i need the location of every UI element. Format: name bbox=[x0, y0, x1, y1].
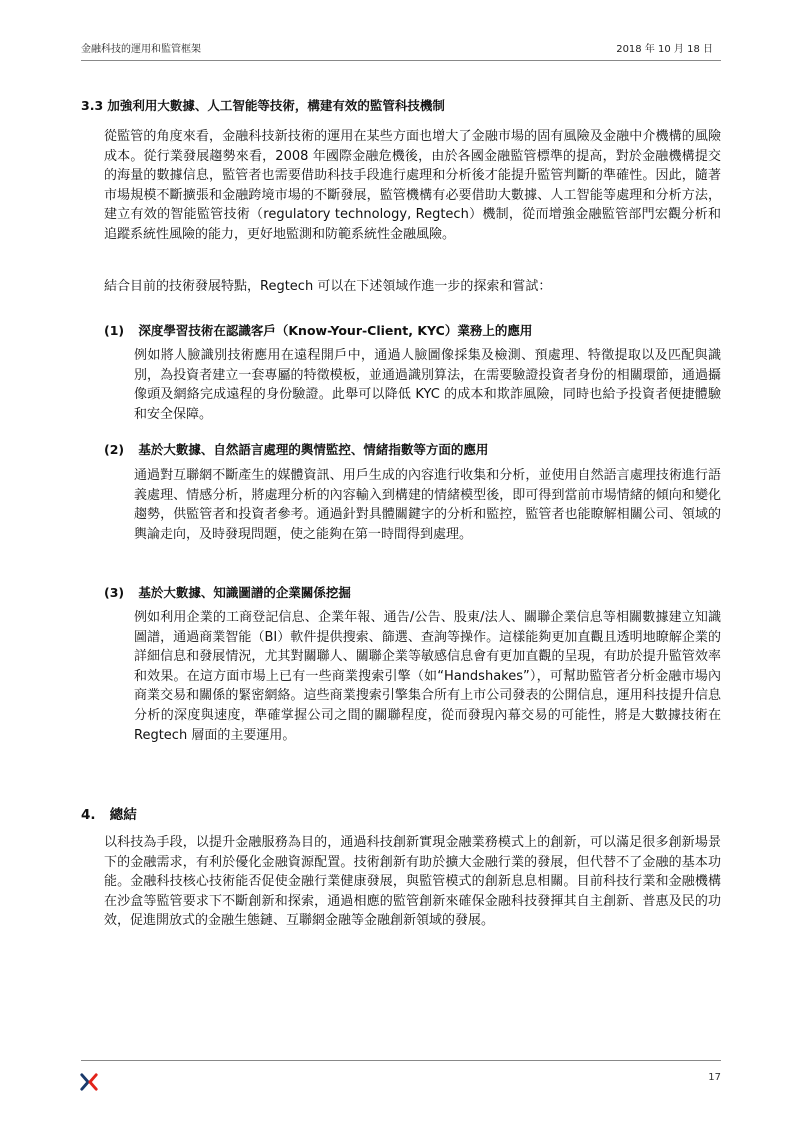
section-heading bbox=[81, 96, 721, 114]
header-rule bbox=[81, 60, 721, 61]
hkex-logo-icon bbox=[80, 1073, 98, 1091]
subsection-title: 深度學習技術在認識客戶（Know-Your-Client, KYC）業務上的應用 bbox=[138, 323, 533, 338]
subsection-paragraph-2: 通過對互聯網不斷產生的媒體資訊、用戶生成的內容進行收集和分析，並使用自然語言處理技術進行語義處理、情感分析，將處理分析的內容輸入到構建的情緒模型後，即可得到當前市場情緒的傾向和變化趨勢，供監管者和投資者參考。通過針對具體關鍵字的分析和監控，監管者也能瞭解相關公司、領域的輿論走向，及時發現問題，使之能夠在第一時間得到處理。 bbox=[134, 468, 721, 542]
footer-rule bbox=[81, 1060, 721, 1061]
conclusion-number: 4. bbox=[81, 807, 96, 823]
conclusion-paragraph: 以科技為手段，以提升金融服務為目的，通過科技創新實現金融業務模式上的創新，可以滿足很多創新場景下的金融需求，有利於優化金融資源配置。技術創新有助於擴大金融行業的發展，但代替不了金融的基本功能。金融科技核心技術能否促使金融行業健康發展，與監管模式的創新息息相關。目前科技行業和金融機構在沙盒等監管要求下不斷創新和探索，通過相應的監管創新來確保金融科技發揮其自主創新、普惠及民的功效，促進開放式的金融生態鏈、互聯網金融等金融創新領域的發展。 bbox=[104, 835, 721, 929]
conclusion-title: 總結 bbox=[109, 807, 137, 823]
subsection-number: (1) bbox=[104, 323, 125, 338]
page-number: 17 bbox=[708, 1072, 721, 1083]
section-title: 加強利用大數據、人工智能等技術，構建有效的監管科技機制 bbox=[107, 98, 445, 113]
section-number: 3.3 bbox=[81, 98, 104, 113]
subsection-title: 基於大數據、自然語言處理的輿情監控、情緒指數等方面的應用 bbox=[138, 442, 489, 457]
subsection-heading-3 bbox=[104, 583, 721, 601]
running-header-title: 金融科技的運用和監管框架 bbox=[81, 44, 201, 55]
conclusion-heading bbox=[81, 803, 137, 823]
subsection-number: (3) bbox=[104, 585, 125, 600]
subsection-heading-1 bbox=[104, 321, 721, 339]
section-paragraph-2: 結合目前的技術發展特點，Regtech 可以在下述領域作進一步的探索和嘗試： bbox=[104, 279, 552, 294]
subsection-paragraph-1: 例如將人臉識別技術應用在遠程開戶中，通過人臉圖像採集及檢測、預處理、特徵提取以及匹配與識別，為投資者建立一套專屬的特徵模板，並通過識別算法，在需要驗證投資者身份的相關環節，通過攝像頭及網絡完成遠程的身份驗證。此舉可以降低 KYC 的成本和欺詐風險，同時也給予投資者便捷體驗和安全保障。 bbox=[134, 348, 721, 422]
running-header-date: 2018 年 10 月 18 日 bbox=[616, 44, 713, 55]
subsection-heading-2 bbox=[104, 440, 721, 458]
section-paragraph-1: 從監管的角度來看，金融科技新技術的運用在某些方面也增大了金融市場的固有風險及金融中介機構的風險成本。從行業發展趨勢來看，2008 年國際金融危機後，由於各國金融監管標準的提高，對於金融機構提交的海量的數據信息，監管者也需要借助科技手段進行處理和分析後才能提升監管判斷的準確性。因此，隨著市場規模不斷擴張和金融跨境市場的不斷發展，監管機構有必要借助大數據、人工智能等處理和分析方法，建立有效的智能監管技術（regulatory technology, Regtech）機制，從而增強金融監管部門宏觀分析和追蹤系統性風險的能力，更好地監測和防範系統性金融風險。 bbox=[104, 129, 721, 242]
subsection-number: (2) bbox=[104, 442, 125, 457]
subsection-paragraph-3: 例如利用企業的工商登記信息、企業年報、通告/公告、股東/法人、關聯企業信息等相關數據建立知識圖譜，通過商業智能（BI）軟件提供搜索、篩選、查詢等操作。這樣能夠更加直觀且透明地瞭解企業的詳細信息和發展情況，尤其對關聯人、關聯企業等敏感信息會有更加直觀的呈現，有助於提升監管效率和效果。在這方面市場上已有一些商業搜索引擎（如“Handshakes”），可幫助監管者分析金融市場內商業交易和關係的緊密網絡。這些商業搜索引擎集合所有上市公司發表的公開信息，運用科技提升信息分析的深度與速度，準確掌握公司之間的關聯程度，從而發現內幕交易的可能性，將是大數據技術在 Regtech 層面的主要運用。 bbox=[134, 610, 721, 743]
subsection-title: 基於大數據、知識圖譜的企業關係挖掘 bbox=[138, 585, 351, 600]
